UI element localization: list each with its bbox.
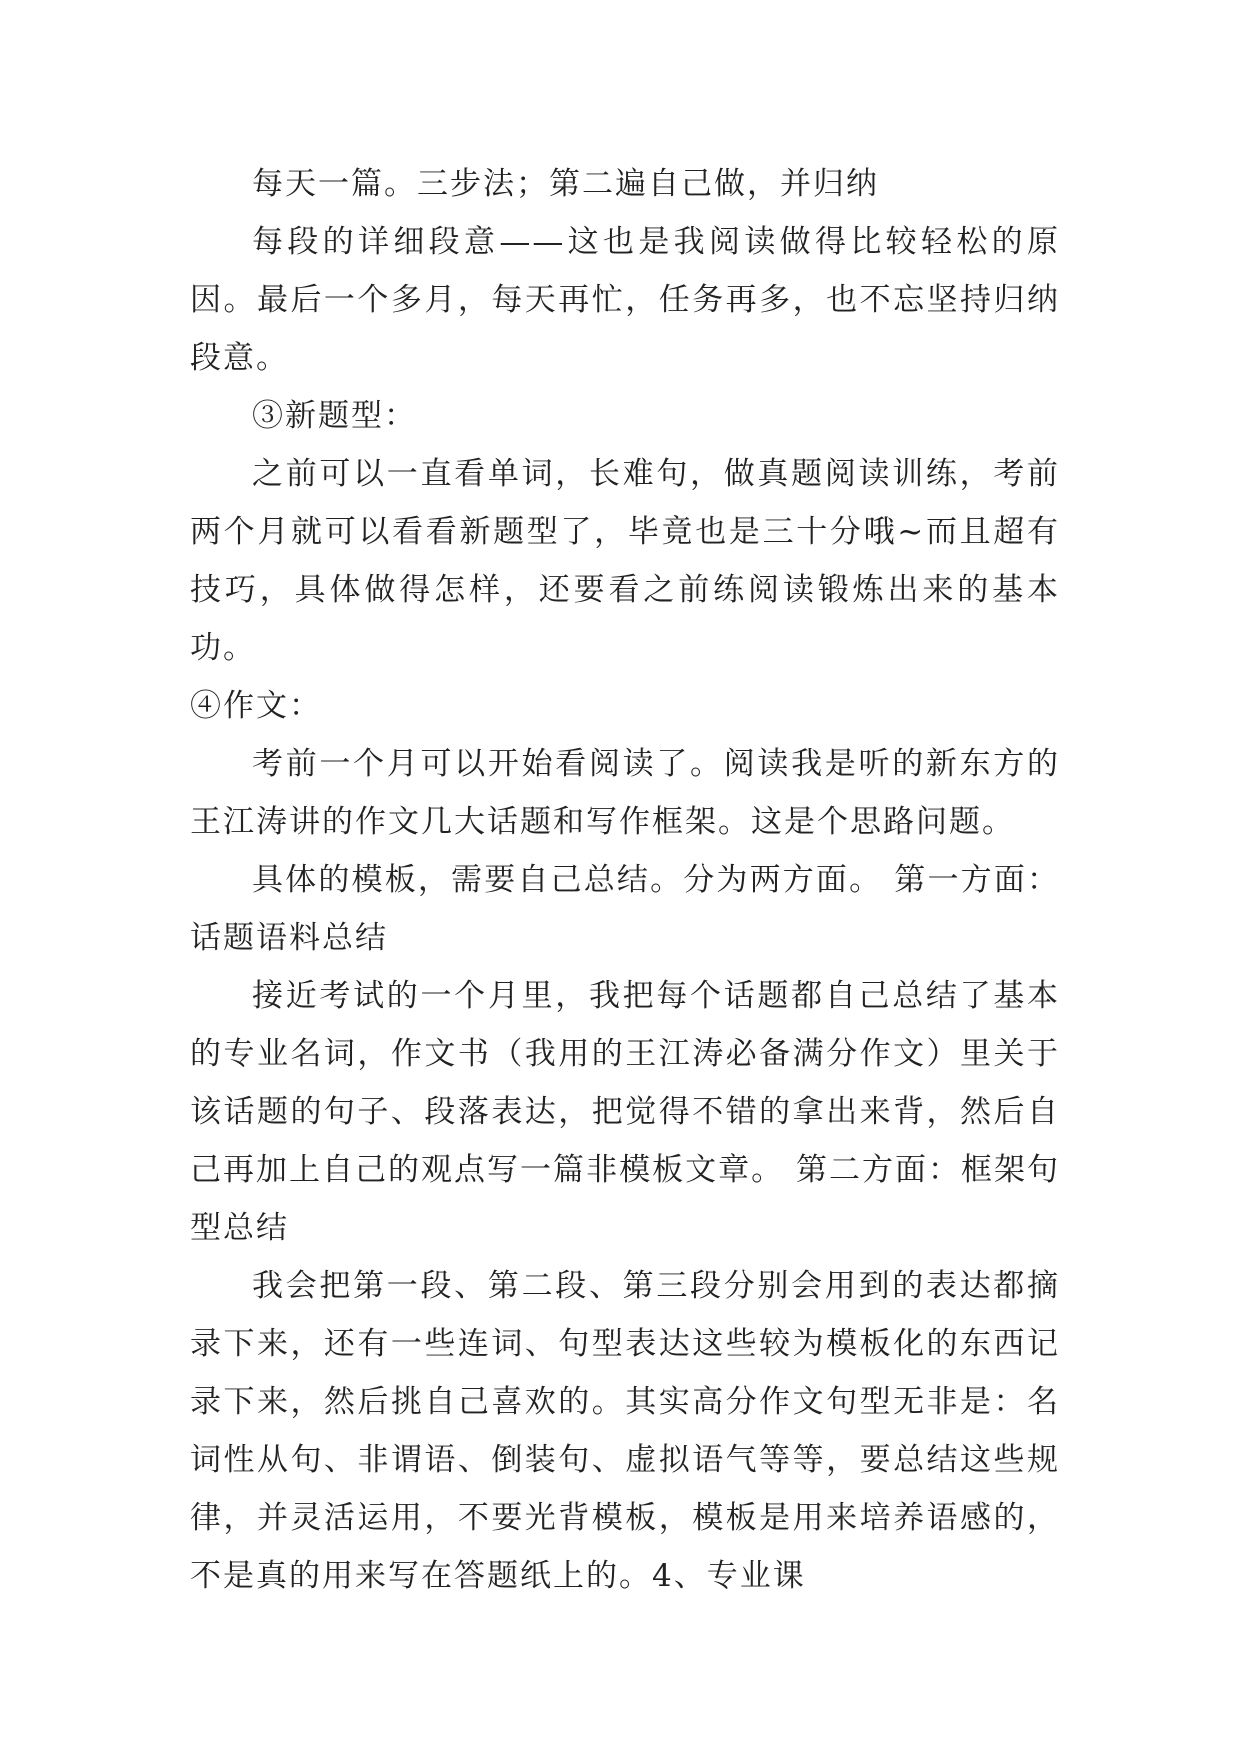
heading-new-question-type: ③新题型：	[252, 398, 417, 434]
paragraph-template: 具体的模板，需要自己总结。分为两方面。 第一方面：话题语料总结	[190, 862, 1060, 956]
paragraph-new-question-type: 之前可以一直看单词，长难句，做真题阅读训练，考前两个月就可以看看新题型了，毕竟也是三十分哦~而且超有技巧，具体做得怎样，还要看之前练阅读锻炼出来的基本功。	[190, 456, 1060, 666]
paragraph-daily-reading: 每天一篇。三步法；第二遍自己做，并归纳	[252, 166, 879, 202]
heading-essay: ④作文：	[190, 688, 322, 724]
paragraph-topic-material: 接近考试的一个月里，我把每个话题都自己总结了基本的专业名词，作文书（我用的王江涛必备满分作文）里关于该话题的句子、段落表达，把觉得不错的拿出来背，然后自己再加上自己的观点写一篇非模板文章。 第二方面：框架句型总结	[190, 978, 1060, 1246]
paragraph-essay-intro: 考前一个月可以开始看阅读了。阅读我是听的新东方的王江涛讲的作文几大话题和写作框架。这是个思路问题。	[190, 746, 1060, 840]
paragraph-summary: 每段的详细段意——这也是我阅读做得比较轻松的原因。最后一个多月，每天再忙，任务再多，也不忘坚持归纳段意。	[190, 224, 1060, 376]
paragraph-sentence-patterns: 我会把第一段、第二段、第三段分别会用到的表达都摘录下来，还有一些连词、句型表达这些较为模板化的东西记录下来，然后挑自己喜欢的。其实高分作文句型无非是：名词性从句、非谓语、倒装句、虚拟语气等等，要总结这些规律，并灵活运用，不要光背模板，模板是用来培养语感的，不是真的用来写在答题纸上的。4、专业课	[190, 1268, 1060, 1594]
body-text	[190, 155, 1060, 1605]
